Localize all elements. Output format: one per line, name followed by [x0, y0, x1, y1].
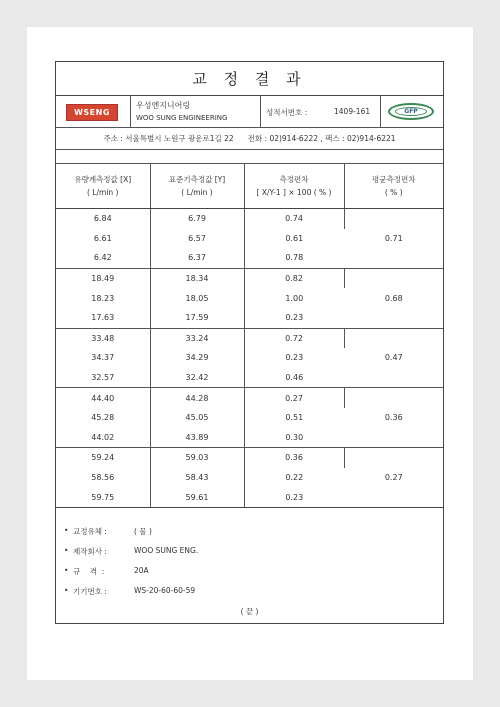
company-address: 주소 : 서울특별시 노원구 광운로1길 22 [103, 134, 234, 143]
gfp-logo [388, 103, 434, 120]
average-deviation-value: 0.68 [344, 268, 443, 328]
meter-value: 44.40 [56, 388, 150, 408]
table-row [56, 209, 443, 229]
company-name-cell [131, 96, 261, 127]
meter-value: 45.28 [56, 408, 150, 428]
average-deviation-value: 0.36 [344, 388, 443, 448]
table-row [56, 268, 443, 288]
bullet: • [64, 586, 69, 595]
bullet: • [64, 546, 69, 555]
meter-value: 18.23 [56, 288, 150, 308]
gfp-mark-cell [381, 96, 443, 127]
meter-value: 59.24 [56, 448, 150, 468]
meter-value: 34.37 [56, 348, 150, 368]
deviation-value: 0.51 [285, 413, 304, 423]
standard-value: 32.42 [150, 368, 244, 388]
calibration-result-form [55, 61, 444, 624]
meter-value: 6.61 [56, 229, 150, 249]
standard-value: 59.61 [150, 487, 244, 507]
deviation-value: 0.36 [244, 448, 344, 468]
table-row [56, 388, 443, 408]
column-header-deviation: 측정편차 [ X/Y-1 ] × 100 ( % ) [244, 164, 344, 209]
info-value: WOO SUNG ENG. [134, 546, 199, 555]
document-title: 교 정 결 과 [56, 62, 443, 96]
certificate-number-label: 성적서번호 : [266, 108, 308, 117]
info-value: WS-20-60-60-59 [134, 586, 196, 595]
deviation-value: 0.27 [244, 388, 344, 408]
table-header-row [56, 164, 443, 209]
average-deviation-value: 0.71 [344, 209, 443, 269]
deviation-value: 0.23 [285, 353, 304, 363]
standard-value: 45.05 [150, 408, 244, 428]
company-name-english: WOO SUNG ENGINEERING [136, 114, 228, 122]
deviation-value: 0.23 [244, 487, 344, 507]
bullet: • [64, 526, 69, 535]
deviation-value: 0.46 [244, 368, 344, 388]
meter-value: 58.56 [56, 468, 150, 488]
meter-value: 6.42 [56, 248, 150, 268]
standard-value: 34.29 [150, 348, 244, 368]
meter-value: 33.48 [56, 328, 150, 348]
deviation-value: 0.74 [244, 209, 344, 229]
standard-value: 17.59 [150, 308, 244, 328]
certificate-number: 1409-161 [334, 107, 371, 116]
table-row [56, 328, 443, 348]
standard-value: 6.79 [150, 209, 244, 229]
logo-cell [56, 96, 131, 127]
info-label: 제작회사 : [73, 547, 107, 556]
meter-value: 59.75 [56, 487, 150, 507]
deviation-value: 1.00 [285, 293, 304, 303]
gfp-logo-text: GFP [395, 107, 427, 116]
company-logo: WSENG [66, 104, 118, 121]
standard-value: 18.05 [150, 288, 244, 308]
info-label: 교정유체 : [73, 527, 107, 536]
calibration-table [56, 164, 443, 508]
deviation-value: 0.61 [285, 233, 304, 243]
meter-value: 44.02 [56, 428, 150, 448]
table-row [56, 448, 443, 468]
average-deviation-value: 0.47 [344, 328, 443, 388]
company-contact: 전화 : 02)914-6222 , 팩스 : 02)914-6221 [247, 134, 396, 143]
standard-value: 33.24 [150, 328, 244, 348]
bullet: • [64, 566, 69, 575]
deviation-value: 0.22 [285, 473, 304, 483]
meter-value: 17.63 [56, 308, 150, 328]
meter-value: 18.49 [56, 268, 150, 288]
standard-value: 6.37 [150, 248, 244, 268]
average-deviation-value: 0.27 [344, 448, 443, 508]
end-mark: ( 끝 ) [240, 607, 259, 616]
info-value: 20A [134, 566, 149, 575]
meter-value: 32.57 [56, 368, 150, 388]
spacer-row [56, 150, 443, 164]
deviation-value: 0.30 [244, 428, 344, 448]
company-header [56, 96, 443, 128]
info-label: 규 격 : [73, 567, 105, 576]
info-label: 기기번호 : [73, 587, 107, 596]
address-row [56, 128, 443, 150]
standard-value: 44.28 [150, 388, 244, 408]
deviation-value: 0.82 [244, 268, 344, 288]
deviation-value: 0.78 [244, 248, 344, 268]
deviation-value: 0.23 [244, 308, 344, 328]
standard-value: 59.03 [150, 448, 244, 468]
certificate-number-cell [261, 96, 381, 127]
column-header-standard-reading: 표준기측정값 [Y] ( L/min ) [150, 164, 244, 209]
standard-value: 18.34 [150, 268, 244, 288]
column-header-average-deviation: 평균측정편차 ( % ) [344, 164, 443, 209]
standard-value: 43.89 [150, 428, 244, 448]
standard-value: 58.43 [150, 468, 244, 488]
column-header-meter-reading: 유량계측정값 [X] ( L/min ) [56, 164, 150, 209]
company-name-korean: 우성엔지니어링 [136, 101, 191, 110]
meter-value: 6.84 [56, 209, 150, 229]
standard-value: 6.57 [150, 229, 244, 249]
deviation-value: 0.72 [244, 328, 344, 348]
info-value: ( 물 ) [134, 527, 152, 536]
